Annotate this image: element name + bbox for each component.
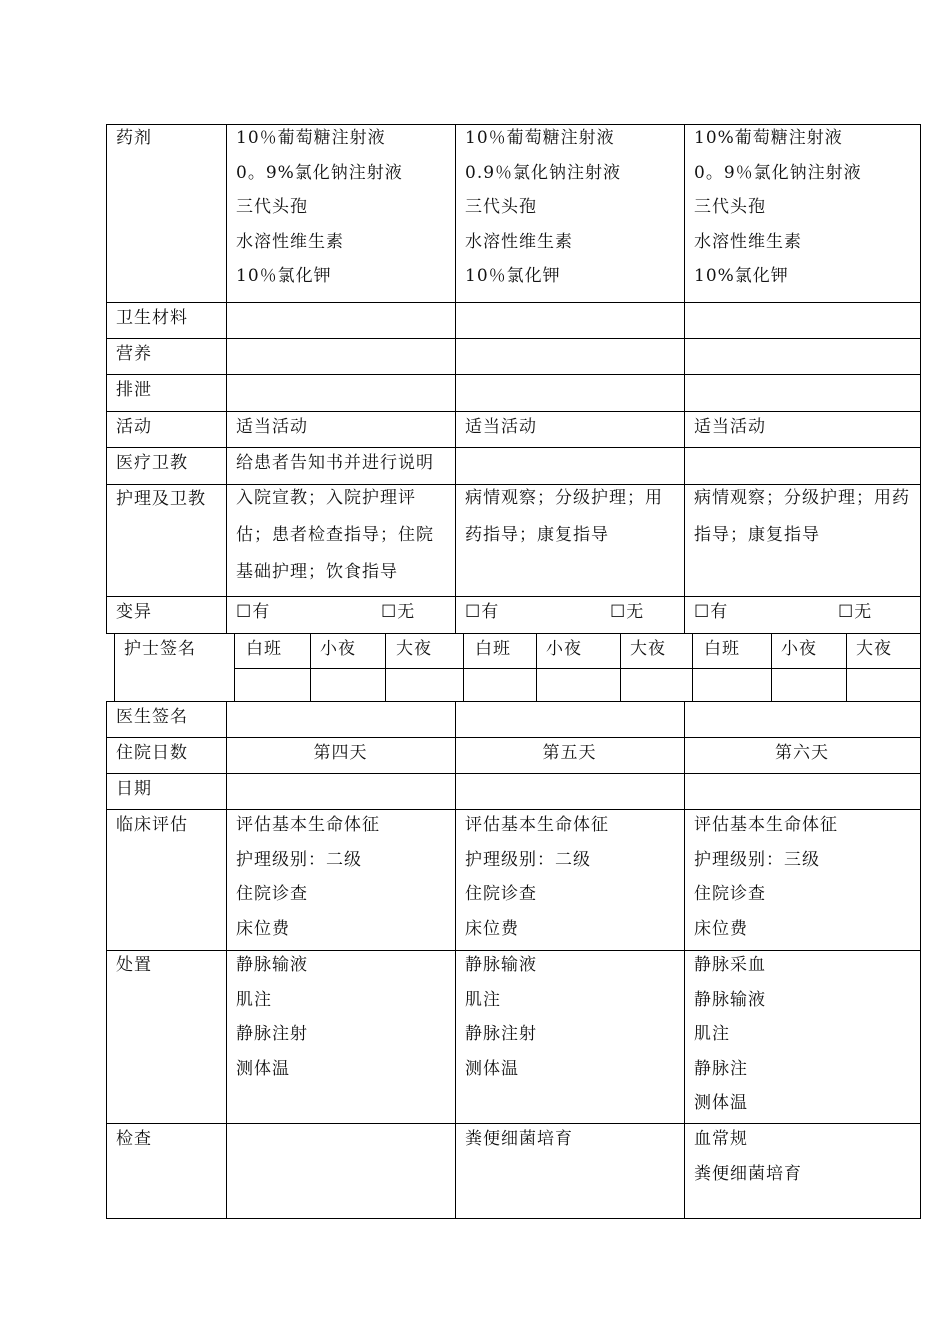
shift-night: 大夜 bbox=[856, 639, 892, 659]
clinical-label: 临床评估 bbox=[116, 815, 188, 835]
clinical-item: 床位费 bbox=[465, 918, 519, 939]
clinical-day6 bbox=[694, 808, 838, 946]
day-six: 第六天 bbox=[775, 743, 829, 763]
medication-item: 0.9％氯化钠注射液 bbox=[465, 162, 622, 183]
variation-no-day3[interactable]: ☐无 bbox=[838, 602, 873, 622]
clinical-item: 住院诊查 bbox=[694, 884, 766, 904]
shift-evening: 小夜 bbox=[781, 639, 817, 659]
variation-yes-day1[interactable]: ☐有 bbox=[236, 602, 271, 622]
medication-item: 10％氯化钾 bbox=[236, 266, 332, 286]
exam-item: 血常规 bbox=[694, 1129, 748, 1149]
medication-item: 水溶性维生素 bbox=[694, 231, 802, 252]
medication-item: 10％葡萄糖注射液 bbox=[236, 128, 386, 148]
treatment-item: 静脉注 bbox=[694, 1058, 748, 1079]
nursing-edu-label: 护理及卫教 bbox=[116, 489, 206, 509]
clinical-item: 住院诊查 bbox=[465, 884, 537, 904]
shift-evening: 小夜 bbox=[320, 639, 356, 659]
day-five: 第五天 bbox=[542, 743, 597, 763]
exam-day6 bbox=[694, 1122, 802, 1191]
shift-day: 白班 bbox=[704, 639, 740, 659]
medication-item: 三代头孢 bbox=[694, 197, 766, 217]
treatment-day6 bbox=[694, 948, 766, 1121]
treatment-item: 肌注 bbox=[465, 989, 501, 1010]
treatment-day4 bbox=[236, 948, 308, 1086]
date-label: 日期 bbox=[116, 779, 152, 799]
shift-evening: 小夜 bbox=[546, 639, 582, 659]
treatment-item: 静脉采血 bbox=[694, 955, 766, 975]
treatment-item: 测体温 bbox=[694, 1093, 748, 1113]
variation-label: 变异 bbox=[116, 602, 152, 622]
medication-list-day3 bbox=[694, 121, 862, 294]
clinical-item: 护理级别：二级 bbox=[465, 849, 591, 870]
exam-item: 粪便细菌培育 bbox=[694, 1163, 802, 1184]
exam-day5 bbox=[465, 1122, 573, 1157]
shift-night: 大夜 bbox=[396, 639, 432, 659]
clinical-item: 评估基本生命体征 bbox=[236, 815, 380, 835]
medical-edu-label: 医疗卫教 bbox=[116, 453, 188, 473]
clinical-day4 bbox=[236, 808, 380, 946]
exam-item: 粪便细菌培育 bbox=[465, 1129, 573, 1149]
sanitary-label: 卫生材料 bbox=[116, 308, 188, 328]
variation-yes-day3[interactable]: ☐有 bbox=[694, 602, 729, 622]
activity-day3: 适当活动 bbox=[694, 417, 766, 437]
medication-item: 0。9％氯化钠注射液 bbox=[694, 162, 862, 183]
treatment-item: 肌注 bbox=[236, 989, 272, 1010]
medication-item: 三代头孢 bbox=[236, 197, 308, 217]
exam-label: 检查 bbox=[116, 1129, 152, 1149]
treatment-item: 测体温 bbox=[236, 1058, 290, 1079]
treatment-item: 静脉输液 bbox=[465, 955, 537, 975]
clinical-item: 床位费 bbox=[236, 918, 290, 939]
clinical-item: 评估基本生命体征 bbox=[465, 815, 609, 835]
treatment-label: 处置 bbox=[116, 955, 152, 975]
activity-day1: 适当活动 bbox=[236, 417, 308, 437]
treatment-item: 静脉输液 bbox=[236, 955, 308, 975]
treatment-item: 静脉注射 bbox=[465, 1024, 537, 1044]
clinical-item: 护理级别：三级 bbox=[694, 849, 820, 870]
medication-item: 水溶性维生素 bbox=[465, 231, 573, 252]
medication-item: 水溶性维生素 bbox=[236, 231, 344, 252]
nursing-edu-day2: 病情观察；分级护理；用药指导；康复指导 bbox=[465, 488, 663, 545]
nutrition-label: 营养 bbox=[116, 344, 152, 364]
treatment-item: 肌注 bbox=[694, 1024, 730, 1044]
activity-label: 活动 bbox=[116, 417, 152, 437]
day-four: 第四天 bbox=[313, 743, 368, 763]
treatment-item: 静脉输液 bbox=[694, 989, 766, 1010]
treatment-item: 静脉注射 bbox=[236, 1024, 308, 1044]
variation-yes-day2[interactable]: ☐有 bbox=[465, 602, 500, 622]
clinical-day5 bbox=[465, 808, 609, 946]
medication-item: 10％葡萄糖注射液 bbox=[465, 128, 615, 148]
variation-no-day1[interactable]: ☐无 bbox=[381, 602, 416, 622]
clinical-item: 评估基本生命体征 bbox=[694, 815, 838, 835]
treatment-day5 bbox=[465, 948, 537, 1086]
medication-item: 10%葡萄糖注射液 bbox=[694, 128, 843, 148]
shift-day: 白班 bbox=[246, 639, 282, 659]
clinical-item: 住院诊查 bbox=[236, 884, 308, 904]
clinical-item: 护理级别：二级 bbox=[236, 849, 362, 870]
medication-item: 三代头孢 bbox=[465, 197, 537, 217]
medication-list-day2 bbox=[465, 121, 621, 294]
medication-label: 药剂 bbox=[116, 128, 152, 148]
doctor-sign-label: 医生签名 bbox=[116, 707, 188, 727]
medication-item: 10％氯化钾 bbox=[465, 266, 561, 286]
shift-night: 大夜 bbox=[630, 639, 666, 659]
nursing-edu-day3: 病情观察；分级护理；用药指导；康复指导 bbox=[694, 488, 910, 545]
activity-day2: 适当活动 bbox=[465, 417, 537, 437]
clinical-item: 床位费 bbox=[694, 918, 748, 939]
shift-day: 白班 bbox=[475, 639, 511, 659]
medication-item: 10%氯化钾 bbox=[694, 266, 789, 286]
nurse-sign-label: 护士签名 bbox=[124, 639, 196, 659]
days-label: 住院日数 bbox=[116, 743, 188, 763]
medication-list-day1 bbox=[236, 121, 403, 294]
excretion-label: 排泄 bbox=[116, 380, 152, 400]
medical-edu-day1: 给患者告知书并进行说明 bbox=[236, 453, 434, 473]
medication-item: 0。9%氯化钠注射液 bbox=[236, 162, 403, 183]
treatment-item: 测体温 bbox=[465, 1058, 519, 1079]
nursing-edu-day1: 入院宣教；入院护理评估；患者检查指导；住院基础护理；饮食指导 bbox=[236, 488, 434, 582]
variation-no-day2[interactable]: ☐无 bbox=[610, 602, 645, 622]
